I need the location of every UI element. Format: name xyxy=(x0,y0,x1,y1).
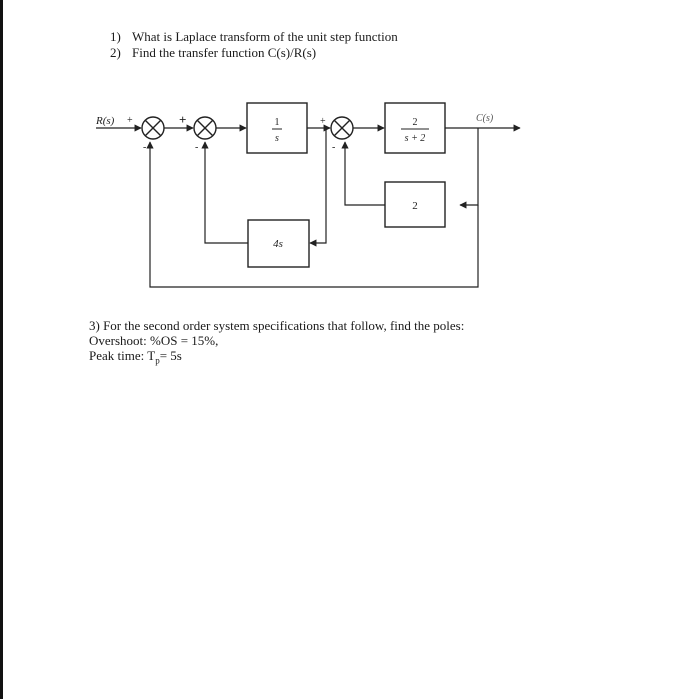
feedback-gain-value: 2 xyxy=(412,200,418,212)
overshoot-spec: Overshoot: %OS = 15%, xyxy=(89,333,219,348)
forward-denominator: s + 2 xyxy=(404,133,426,144)
forward-block xyxy=(385,103,445,153)
forward-numerator: 2 xyxy=(412,117,418,128)
summing-junction-3 xyxy=(331,117,353,139)
sum2-minus-sign: - xyxy=(195,142,199,153)
feedback-gain-block xyxy=(385,182,445,227)
input-label: R(s) xyxy=(96,115,115,127)
peak-time-prefix: Peak time: T xyxy=(89,348,156,363)
question-1-number: 1) xyxy=(110,29,121,44)
4s-to-sum2-line xyxy=(205,142,248,243)
sum2-plus-sign: + xyxy=(179,112,187,127)
feedback-to-4s-line xyxy=(310,128,326,243)
question-2-number: 2) xyxy=(110,45,121,60)
question-1-text: What is Laplace transform of the unit step function xyxy=(132,29,398,44)
peak-time-spec xyxy=(89,348,182,369)
sum3-plus-sign: + xyxy=(320,116,326,127)
integrator-denominator: s xyxy=(275,133,279,144)
integrator-numerator: 1 xyxy=(274,117,280,128)
sum1-plus-sign: + xyxy=(127,115,133,126)
summing-junction-1 xyxy=(142,117,164,139)
sum1-minus-sign: - xyxy=(143,142,147,153)
peak-time-value: = 5s xyxy=(159,348,182,363)
gain2-to-sum3-line xyxy=(345,142,385,205)
sum3-minus-sign: - xyxy=(332,142,336,153)
question-2-text: Find the transfer function C(s)/R(s) xyxy=(132,45,317,60)
summing-junction-2 xyxy=(194,117,216,139)
peak-time-subscript: p xyxy=(155,355,160,366)
output-label: C(s) xyxy=(476,113,494,124)
feedback-to-gain2-line xyxy=(460,128,478,205)
feedback-4s-block xyxy=(248,220,309,267)
question-3-text: 3) For the second order system specifications that follow, find the poles: xyxy=(89,318,465,333)
integrator-block xyxy=(247,103,307,153)
feedback-4s-value: 4s xyxy=(273,238,283,250)
